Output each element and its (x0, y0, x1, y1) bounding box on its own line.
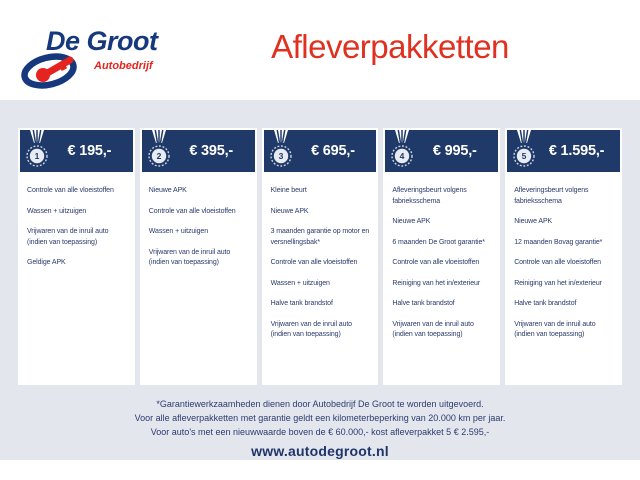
svg-text:5: 5 (521, 151, 527, 161)
svg-text:1: 1 (34, 151, 40, 161)
package-item: 3 maanden garantie op motor en versnellingsbak* (270, 228, 370, 246)
package-item: Kleine beurt (270, 187, 307, 194)
package-item: Nieuwe APK (148, 187, 187, 194)
package-item: Nieuwe APK (514, 218, 553, 225)
medal-icon (268, 130, 294, 170)
package-body (264, 172, 377, 351)
package-item: Vrijwaren van de inruil auto (indien van toepassing) (270, 320, 352, 338)
package-card-3 (262, 128, 379, 385)
package-header (142, 130, 255, 172)
package-card-5 (505, 128, 622, 385)
package-price: € 195,- (67, 143, 112, 159)
package-body (142, 172, 255, 279)
top-band (0, 0, 640, 100)
package-body (507, 172, 620, 351)
medal-icon (146, 130, 172, 170)
footnote-line: Voor alle afleverpakketten met garantie geldt een kilometerbeperking van 20.000 km per jaar. (134, 412, 506, 423)
medal-icon (511, 130, 537, 170)
medal-icon (389, 130, 415, 170)
package-item: Halve tank brandstof (270, 300, 333, 307)
package-item: Geldige APK (27, 259, 66, 266)
package-cards (18, 128, 622, 385)
package-item: Controle van alle vloeistoffen (514, 259, 601, 266)
package-item: Controle van alle vloeistoffen (392, 259, 480, 266)
package-item: Reiniging van het in/exterieur (514, 279, 602, 287)
package-body (20, 172, 133, 279)
package-price: € 995,- (432, 143, 477, 159)
package-item: Nieuwe APK (392, 218, 431, 225)
package-body (385, 172, 498, 351)
svg-text:2: 2 (156, 151, 162, 161)
package-item-list (271, 186, 371, 341)
package-item: Halve tank brandstof (392, 300, 455, 307)
package-item: Vrijwaren van de inruil auto (indien van toepassing) (148, 248, 231, 266)
package-item: Wassen + uitzuigen (27, 207, 87, 215)
package-item: Controle van alle vloeistoffen (27, 187, 114, 194)
svg-text:3: 3 (278, 151, 283, 161)
package-price: € 395,- (189, 143, 234, 159)
website-link[interactable]: www.autodegroot.nl (251, 443, 389, 459)
package-item: Controle van alle vloeistoffen (148, 207, 236, 215)
logo-subtitle: Autobedrijf (94, 60, 153, 72)
package-card-4 (383, 128, 500, 385)
package-item-list (392, 186, 492, 341)
package-item: Wassen + uitzuigen (148, 228, 209, 235)
page-title: Afleverpakketten (271, 28, 509, 65)
package-item: Nieuwe APK (270, 207, 309, 215)
package-item: Vrijwaren van de inruil auto (indien van toepassing) (392, 320, 474, 338)
logo-name: De Groot (46, 26, 158, 56)
package-card-1 (18, 128, 135, 385)
package-item-list (514, 186, 614, 341)
package-item: Wassen + uitzuigen (270, 279, 330, 287)
package-item: Vrijwaren van de inruil auto (indien van toepassing) (514, 320, 596, 338)
medal-icon (24, 130, 50, 170)
packages-panel (0, 100, 640, 460)
package-header (264, 130, 377, 172)
package-card-2 (140, 128, 257, 385)
package-item: Afleveringsbeurt volgens fabrieksschema (392, 187, 467, 205)
svg-text:4: 4 (400, 151, 405, 161)
package-header (507, 130, 620, 172)
package-price: € 1.595,- (548, 143, 605, 159)
package-item: Reiniging van het in/exterieur (392, 279, 481, 287)
package-item: Vrijwaren van de inruil auto (indien van toepassing) (27, 228, 109, 246)
package-item: 12 maanden Bovag garantie* (514, 238, 603, 246)
package-price: € 695,- (311, 143, 355, 159)
footnotes (0, 398, 640, 440)
footnote-line: Voor auto's met een nieuwwaarde boven de € 60.000,- kost afleverpakket 5 € 2.595,- (150, 426, 490, 437)
package-item-list (149, 186, 249, 269)
package-header (20, 130, 133, 172)
package-header (385, 130, 498, 172)
package-item: Halve tank brandstof (514, 300, 577, 307)
package-item: Controle van alle vloeistoffen (270, 259, 358, 266)
package-item: Afleveringsbeurt volgens fabrieksschema (514, 187, 589, 205)
package-item: 6 maanden De Groot garantie* (392, 238, 485, 246)
package-item-list (27, 186, 127, 269)
footnote-line: *Garantiewerkzaamheden dienen door Autobedrijf De Groot te worden uitgevoerd. (156, 399, 484, 409)
